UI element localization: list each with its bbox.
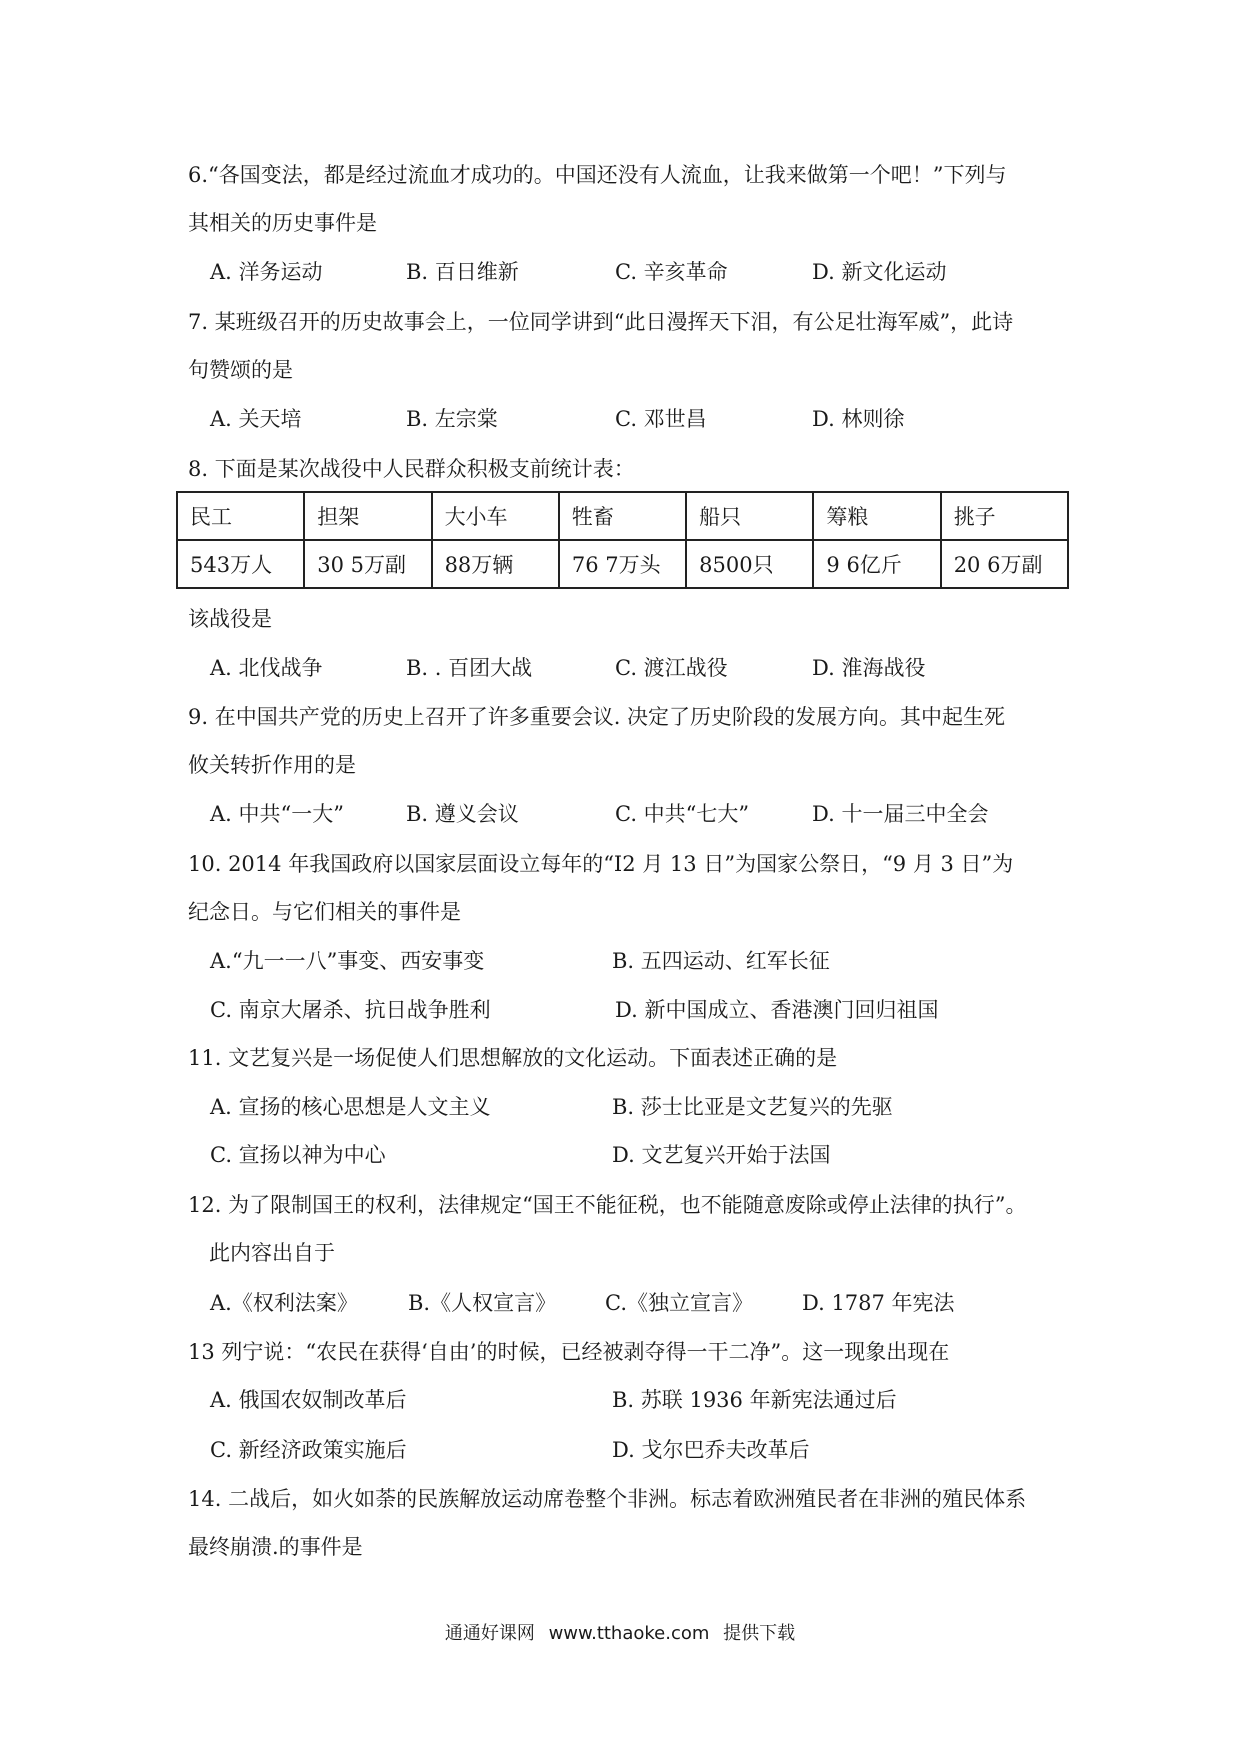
table-header-cell: 筹粮 (813, 492, 940, 540)
option-b[interactable]: B. 遵义会议 (406, 802, 519, 826)
option-a[interactable]: A. 洋务运动 (210, 260, 323, 284)
table-header-cell: 挑子 (941, 492, 1068, 540)
option-c[interactable]: C. 宣扬以神为中心 (210, 1143, 386, 1167)
question-text: 6.“各国变法，都是经过流血才成功的。中国还没有人流血，让我来做第一个吧！”下列与 (188, 163, 1007, 187)
table-cell: 8500只 (686, 540, 813, 588)
option-b[interactable]: B. 左宗棠 (406, 407, 498, 431)
table-row (177, 540, 1068, 588)
option-d[interactable]: D. 十一届三中全会 (812, 802, 989, 826)
question-text: 8. 下面是某次战役中人民群众积极支前统计表： (188, 457, 635, 481)
question-text: 9. 在中国共产党的历史上召开了许多重要会议. 决定了历史阶段的发展方向。其中起生死 (188, 705, 1006, 729)
option-c[interactable]: C. 中共“七大” (615, 802, 750, 826)
table-cell: 30 5万副 (304, 540, 431, 588)
option-d[interactable]: D. 林则徐 (812, 407, 905, 431)
option-b[interactable]: B. 百日维新 (406, 260, 519, 284)
question-text: 其相关的历史事件是 (188, 211, 377, 235)
options-8 (210, 654, 1110, 683)
option-a[interactable]: A.“九一一八”事变、西安事变 (210, 949, 485, 973)
table-header-row (177, 492, 1068, 540)
options-12 (210, 1289, 1110, 1318)
table-cell: 543万人 (177, 540, 304, 588)
page-footer (0, 1619, 1240, 1645)
table-header-cell: 民工 (177, 492, 304, 540)
question-text: 攸关转折作用的是 (188, 753, 356, 777)
option-d[interactable]: D. 新中国成立、香港澳门回归祖国 (615, 998, 939, 1022)
option-a[interactable]: A. 北伐战争 (210, 656, 323, 680)
option-c[interactable]: C. 渡江战役 (615, 656, 728, 680)
table-header-cell: 牲畜 (559, 492, 686, 540)
support-statistics-table (176, 491, 1069, 589)
option-a[interactable]: A. 中共“一大” (210, 802, 344, 826)
option-d[interactable]: D. 新文化运动 (812, 260, 947, 284)
footer-url[interactable]: www.tthaoke.com (548, 1623, 710, 1644)
option-c[interactable]: C. 邓世昌 (615, 407, 707, 431)
footer-site-name: 通通好课网 (444, 1623, 535, 1644)
option-b[interactable]: B. . 百团大战 (406, 656, 533, 680)
options-10-row-2 (210, 996, 1110, 1025)
options-11-row-1 (210, 1093, 1110, 1122)
question-text: 最终崩溃.的事件是 (188, 1535, 363, 1559)
options-9 (210, 800, 1110, 829)
question-text: 该战役是 (188, 607, 272, 631)
option-c[interactable]: C.《独立宣言》 (605, 1291, 753, 1315)
option-b[interactable]: B. 莎士比亚是文艺复兴的先驱 (612, 1095, 893, 1119)
question-text: 纪念日。与它们相关的事件是 (188, 900, 461, 924)
question-text: 14. 二战后，如火如荼的民族解放运动席卷整个非洲。标志着欧洲殖民者在非洲的殖民体系 (188, 1487, 1027, 1511)
option-c[interactable]: C. 辛亥革命 (615, 260, 728, 284)
option-c[interactable]: C. 南京大屠杀、抗日战争胜利 (210, 998, 491, 1022)
table-header-cell: 大小车 (432, 492, 559, 540)
options-13-row-1 (210, 1386, 1110, 1415)
question-text: 10. 2014 年我国政府以国家层面设立每年的“I2 月 13 日”为国家公祭日，“9 月 3 日”为 (188, 852, 1014, 876)
options-13-row-2 (210, 1436, 1110, 1465)
question-text: 11. 文艺复兴是一场促使人们思想解放的文化运动。下面表述正确的是 (188, 1046, 838, 1070)
table-cell: 20 6万副 (941, 540, 1068, 588)
table-header-cell: 担架 (304, 492, 431, 540)
question-text: 12. 为了限制国王的权利，法律规定“国王不能征税，也不能随意废除或停止法律的执行”。 (188, 1193, 1027, 1217)
table-cell: 88万辆 (432, 540, 559, 588)
option-b[interactable]: B.《人权宣言》 (408, 1291, 557, 1315)
options-10-row-1 (210, 947, 1110, 976)
question-text: 此内容出自于 (209, 1241, 335, 1265)
question-text: 句赞颂的是 (188, 358, 293, 382)
option-a[interactable]: A. 宣扬的核心思想是人文主义 (210, 1095, 491, 1119)
option-d[interactable]: D. 戈尔巴乔夫改革后 (612, 1438, 810, 1462)
option-d[interactable]: D. 淮海战役 (812, 656, 926, 680)
option-c[interactable]: C. 新经济政策实施后 (210, 1438, 407, 1462)
table-cell: 76 7万头 (559, 540, 686, 588)
option-d[interactable]: D. 1787 年宪法 (802, 1291, 955, 1315)
option-b[interactable]: B. 五四运动、红军长征 (612, 949, 830, 973)
table-cell: 9 6亿斤 (813, 540, 940, 588)
option-a[interactable]: A. 关天培 (210, 407, 302, 431)
options-6 (210, 258, 1110, 287)
option-a[interactable]: A.《权利法案》 (210, 1291, 358, 1315)
options-11-row-2 (210, 1141, 1110, 1170)
footer-suffix: 提供下载 (723, 1623, 796, 1644)
table-header-cell: 船只 (686, 492, 813, 540)
option-a[interactable]: A. 俄国农奴制改革后 (210, 1388, 407, 1412)
question-text: 7. 某班级召开的历史故事会上，一位同学讲到“此日漫挥天下泪，有公足壮海军威”，此诗 (188, 310, 1014, 334)
question-text: 13 列宁说：“农民在获得‘自由’的时候，已经被剥夺得一干二净”。这一现象出现在 (188, 1340, 950, 1364)
option-b[interactable]: B. 苏联 1936 年新宪法通过后 (612, 1388, 897, 1412)
options-7 (210, 405, 1110, 434)
option-d[interactable]: D. 文艺复兴开始于法国 (612, 1143, 831, 1167)
